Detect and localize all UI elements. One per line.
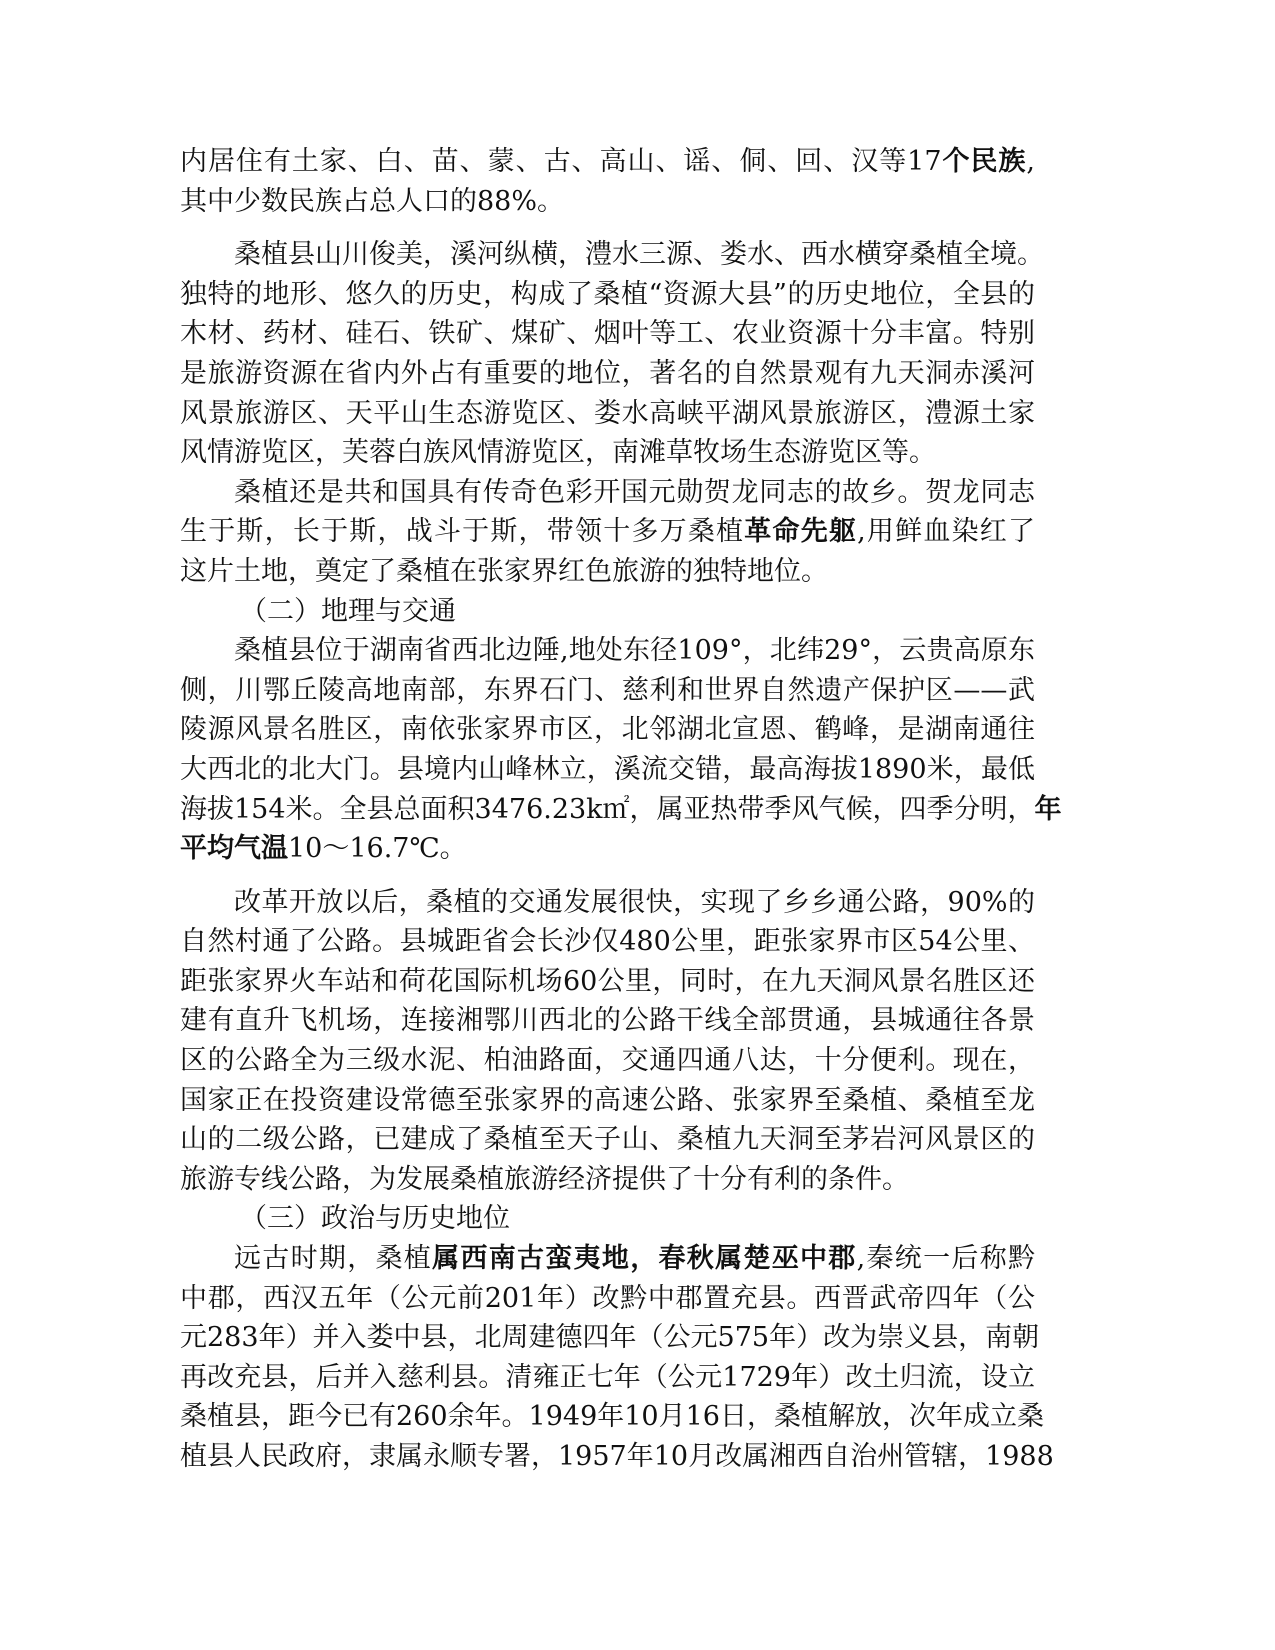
document-page (180, 142, 1062, 1477)
text-line: 国家正在投资建设常德至张家界的高速公路、张家界至桑植、桑植至龙 (180, 1084, 1035, 1116)
text-line: 距张家界火车站和荷花国际机场60公里，同时，在九天洞风景名胜区还 (180, 965, 1035, 997)
text-line: 平均气温10～16.7℃。 (180, 833, 467, 865)
text-line: 植县人民政府，隶属永顺专署，1957年10月改属湘西自治州管辖，1988 (180, 1441, 1054, 1472)
paragraph-first-line: 桑植县位于湖南省西北边陲,地处东径109°，北纬29°，云贵高原东 (234, 635, 1035, 667)
paragraph-first-line: 改革开放以后，桑植的交通发展很快，实现了乡乡通公路，90%的 (234, 886, 1035, 918)
section-heading: （三）政治与历史地位 (240, 1203, 510, 1235)
text-line: 独特的地形、悠久的历史，构成了桑植“资源大县”的历史地位，全县的 (180, 278, 1035, 310)
text-line: 区的公路全为三级水泥、柏油路面，交通四通八达，十分便利。现在， (180, 1045, 1035, 1077)
text-line: 是旅游资源在省内外占有重要的地位，著名的自然景观有九天洞赤溪河 (180, 357, 1035, 389)
text-line: 桑植县，距今已有260余年。1949年10月16日，桑植解放，次年成立桑 (180, 1401, 1044, 1433)
text-line: 风情游览区，芙蓉白族风情游览区，南滩草牧场生态游览区等。 (180, 437, 936, 469)
text-line: 其中少数民族占总人口的88%。 (180, 185, 565, 217)
text-line: 山的二级公路，已建成了桑植至天子山、桑植九天洞至茅岩河风景区的 (180, 1124, 1035, 1156)
text-line: 生于斯，长于斯，战斗于斯，带领十多万桑植革命先躯,用鲜血染红了 (180, 516, 1036, 548)
text-line: 建有直升飞机场，连接湘鄂川西北的公路干线全部贯通，县城通往各景 (180, 1005, 1035, 1037)
paragraph-first-line: 桑植还是共和国具有传奇色彩开国元勋贺龙同志的故乡。贺龙同志 (234, 476, 1035, 508)
text-line: 内居住有土家、白、苗、蒙、古、高山、谣、侗、回、汉等17个民族, (180, 146, 1035, 177)
paragraph-first-line: 桑植县山川俊美，溪河纵横，澧水三源、娄水、西水横穿桑植全境。 (234, 239, 1044, 271)
text-line: 这片土地，奠定了桑植在张家界红色旅游的独特地位。 (180, 555, 828, 587)
text-line: 元283年）并入娄中县，北周建德四年（公元575年）改为崇义县，南朝 (180, 1322, 1040, 1354)
text-line: 大西北的北大门。县境内山峰林立，溪流交错，最高海拔1890米，最低 (180, 753, 1035, 785)
text-line: 木材、药材、硅石、铁矿、煤矿、烟叶等工、农业资源十分丰富。特别 (180, 318, 1035, 350)
text-line: 陵源风景名胜区，南依张家界市区，北邻湖北宣恩、鹤峰，是湖南通往 (180, 714, 1035, 746)
text-line: 再改充县，后并入慈利县。清雍正七年（公元1729年）改土归流，设立 (180, 1361, 1035, 1393)
paragraph-first-line: 远古时期，桑植属西南古蛮夷地，春秋属楚巫中郡,秦统一后称黔 (234, 1243, 1036, 1275)
text-line: 侧，川鄂丘陵高地南部，东界石门、慈利和世界自然遗产保护区——武 (180, 674, 1035, 706)
section-heading: （二）地理与交通 (240, 595, 456, 627)
text-line: 自然村通了公路。县城距省会长沙仅480公里，距张家界市区54公里、 (180, 926, 1035, 958)
text-line: 风景旅游区、天平山生态游览区、娄水高峡平湖风景旅游区，澧源土家 (180, 397, 1035, 429)
text-line: 中郡，西汉五年（公元前201年）改黔中郡置充县。西晋武帝四年（公 (180, 1282, 1035, 1314)
text-line: 海拔154米。全县总面积3476.23k㎡，属亚热带季风气候，四季分明，年 (180, 793, 1062, 825)
text-line: 旅游专线公路，为发展桑植旅游经济提供了十分有利的条件。 (180, 1163, 909, 1195)
